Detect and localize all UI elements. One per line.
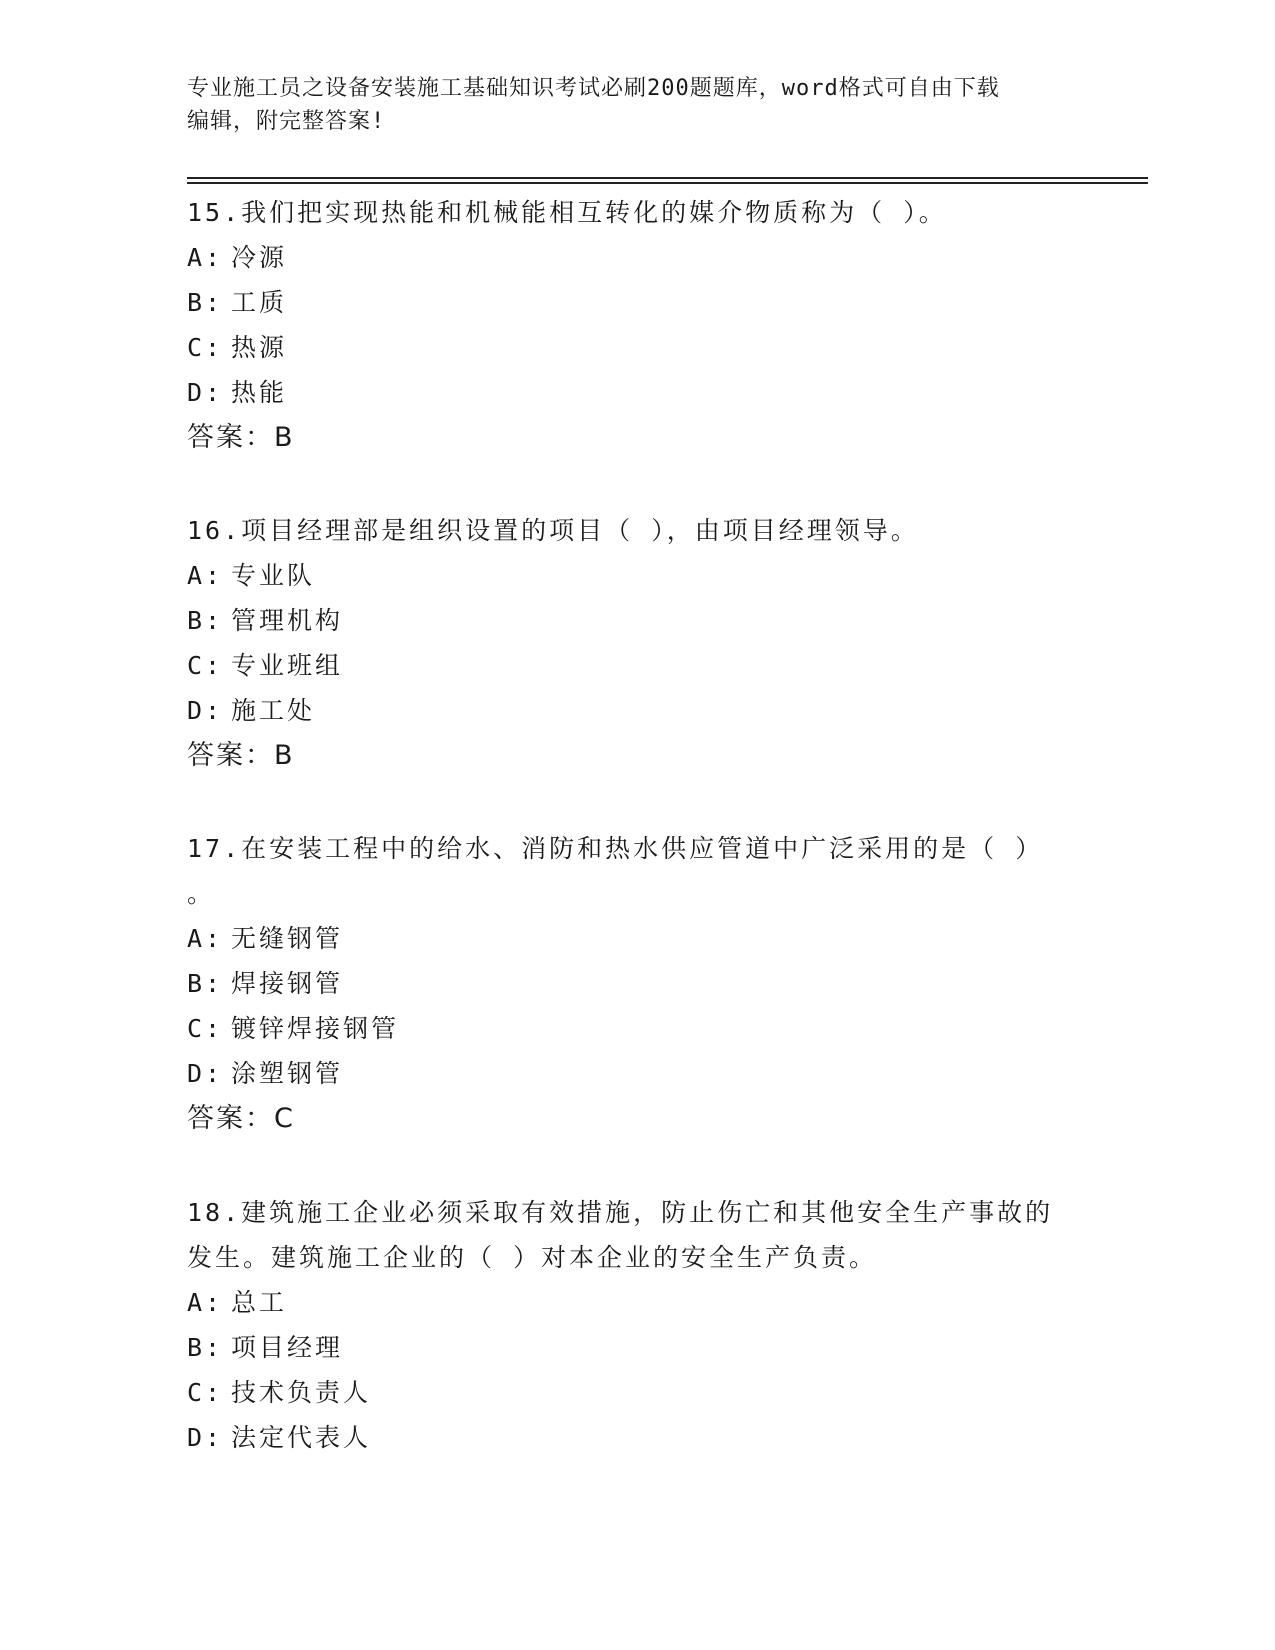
option-b bbox=[187, 280, 1087, 325]
option-key: A: bbox=[187, 924, 224, 953]
answer: 答案：C bbox=[187, 1103, 295, 1134]
header-divider-bottom bbox=[187, 182, 1148, 184]
option-d bbox=[187, 1051, 1087, 1096]
option-value: 项目经理 bbox=[231, 1333, 344, 1362]
option-a bbox=[187, 553, 1087, 598]
option-key: B: bbox=[187, 1333, 224, 1362]
option-value: 焊接钢管 bbox=[231, 969, 344, 998]
option-b bbox=[187, 961, 1087, 1006]
header-divider-top bbox=[187, 177, 1148, 179]
option-key: B: bbox=[187, 606, 224, 635]
option-key: A: bbox=[187, 1288, 224, 1317]
answer: 答案：B bbox=[187, 422, 295, 453]
header-title-line-2: 编辑，附完整答案! bbox=[187, 109, 386, 134]
option-value: 涂塑钢管 bbox=[231, 1059, 344, 1088]
question-17 bbox=[187, 826, 1087, 1142]
option-a bbox=[187, 235, 1087, 280]
header-title-line-1: 专业施工员之设备安装施工基础知识考试必刷200题题库，word格式可自由下载 bbox=[187, 76, 1000, 101]
option-value: 专业班组 bbox=[231, 651, 344, 680]
question-text-continued: 。 bbox=[187, 879, 216, 908]
option-d bbox=[187, 688, 1087, 733]
option-value: 施工处 bbox=[231, 696, 316, 725]
option-key: C: bbox=[187, 1014, 224, 1043]
option-key: B: bbox=[187, 969, 224, 998]
option-value: 热能 bbox=[231, 378, 288, 407]
option-value: 管理机构 bbox=[231, 606, 344, 635]
option-c bbox=[187, 325, 1087, 370]
option-key: A: bbox=[187, 561, 224, 590]
option-key: A: bbox=[187, 243, 224, 272]
option-b bbox=[187, 598, 1087, 643]
option-key: D: bbox=[187, 378, 224, 407]
question-15 bbox=[187, 190, 1087, 461]
option-value: 无缝钢管 bbox=[231, 924, 344, 953]
option-key: D: bbox=[187, 1059, 224, 1088]
option-d bbox=[187, 370, 1087, 415]
option-key: B: bbox=[187, 288, 224, 317]
question-18 bbox=[187, 1190, 1087, 1460]
option-value: 热源 bbox=[231, 333, 288, 362]
option-d bbox=[187, 1415, 1087, 1460]
option-a bbox=[187, 916, 1087, 961]
option-key: C: bbox=[187, 651, 224, 680]
option-a bbox=[187, 1280, 1087, 1325]
option-value: 总工 bbox=[231, 1288, 288, 1317]
option-c bbox=[187, 643, 1087, 688]
option-key: D: bbox=[187, 696, 224, 725]
question-text: 17.在安装工程中的给水、消防和热水供应管道中广泛采用的是（ ） bbox=[187, 834, 1044, 863]
option-value: 法定代表人 bbox=[231, 1423, 372, 1452]
question-text: 16.项目经理部是组织设置的项目（ ），由项目经理领导。 bbox=[187, 516, 919, 545]
option-c bbox=[187, 1006, 1087, 1051]
option-value: 专业队 bbox=[231, 561, 316, 590]
question-16 bbox=[187, 508, 1087, 779]
question-text: 18.建筑施工企业必须采取有效措施，防止伤亡和其他安全生产事故的 bbox=[187, 1198, 1054, 1227]
option-key: D: bbox=[187, 1423, 224, 1452]
option-key: C: bbox=[187, 1378, 224, 1407]
option-value: 镀锌焊接钢管 bbox=[231, 1014, 400, 1043]
option-key: C: bbox=[187, 333, 224, 362]
document-header bbox=[187, 72, 1087, 138]
option-value: 工质 bbox=[231, 288, 288, 317]
question-text: 15.我们把实现热能和机械能相互转化的媒介物质称为（ ）。 bbox=[187, 198, 947, 227]
option-value: 冷源 bbox=[231, 243, 288, 272]
option-b bbox=[187, 1325, 1087, 1370]
option-c bbox=[187, 1370, 1087, 1415]
answer: 答案：B bbox=[187, 740, 295, 771]
option-value: 技术负责人 bbox=[231, 1378, 372, 1407]
question-text-continued: 发生。建筑施工企业的（ ）对本企业的安全生产负责。 bbox=[187, 1243, 878, 1272]
